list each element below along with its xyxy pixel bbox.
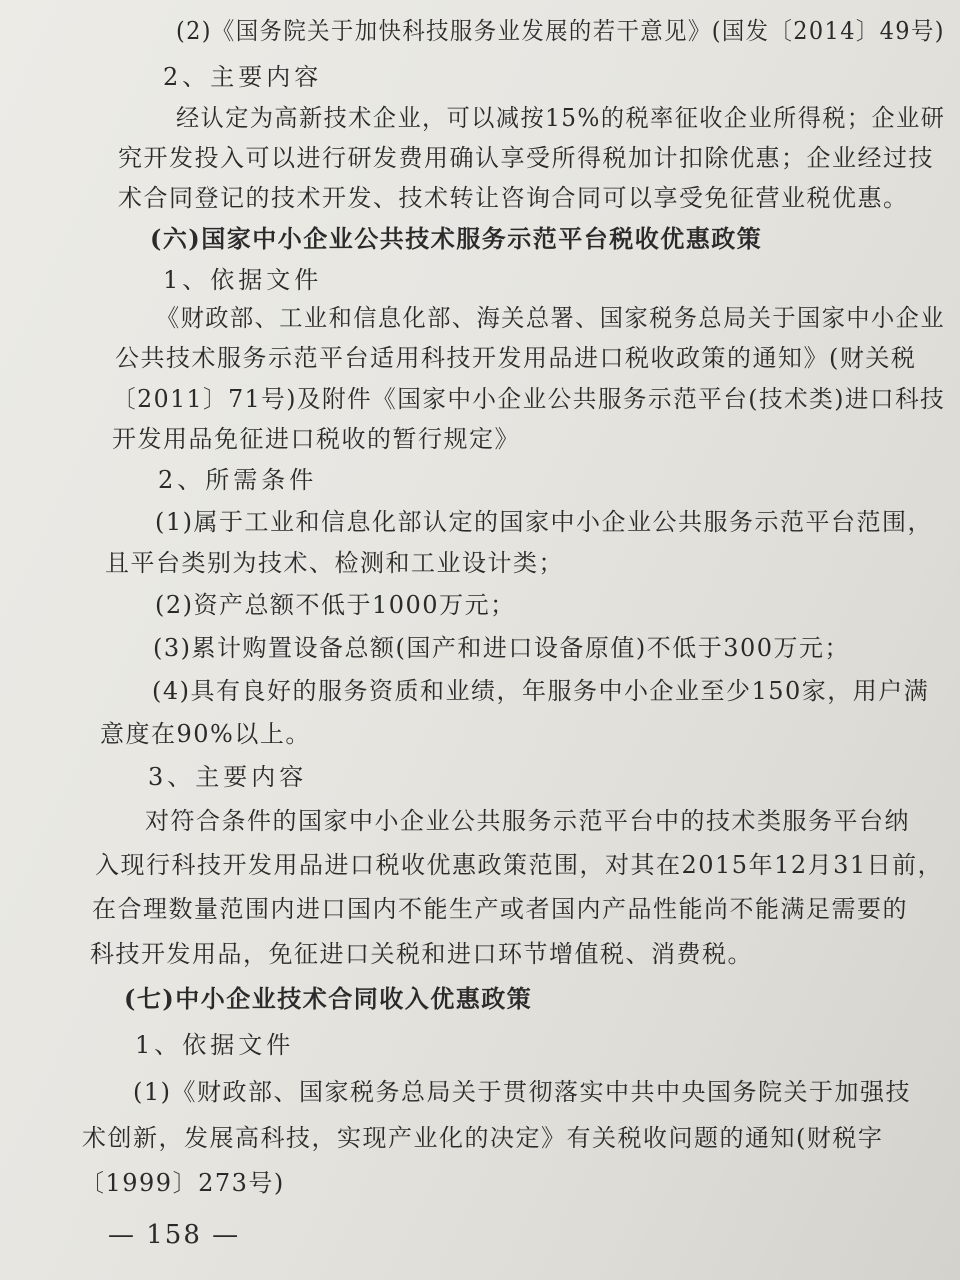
text-line-28: 〔1999〕273号) (80, 1169, 285, 1197)
text-line-5: 术合同登记的技术开发、技术转让咨询合同可以享受免征营业税优惠。 (118, 184, 909, 212)
text-line-16: (3)累计购置设备总额(国产和进口设备原值)不低于300万元； (153, 634, 851, 662)
subheading-basis-documents-7: 1、依据文件 (135, 1031, 295, 1059)
text-line-17: (4)具有良好的服务资质和业绩，年服务中小企业至少150家，用户满 (152, 677, 930, 705)
text-line-27: 术创新，发展高科技，实现产业化的决定》有关税收问题的通知(财税字 (82, 1124, 884, 1152)
subheading-basis-documents: 1、依据文件 (163, 266, 323, 294)
text-line-4: 究开发投入可以进行研发费用确认享受所得税加计扣除优惠；企业经过技 (118, 144, 934, 172)
text-line-23: 科技开发用品，免征进口关税和进口环节增值税、消费税。 (90, 940, 753, 968)
section-heading-main-content: 2、主要内容 (163, 63, 323, 91)
section-heading-six: (六)国家中小企业公共技术服务示范平台税收优惠政策 (150, 224, 763, 253)
page-number: — 158 — (108, 1220, 241, 1250)
text-line-14: 且平台类别为技术、检测和工业设计类； (105, 549, 564, 577)
text-line-22: 在合理数量范围内进口国内不能生产或者国内产品性能尚不能满足需要的 (92, 895, 908, 923)
subheading-required-conditions: 2、所需条件 (158, 466, 318, 494)
text-line-9: 公共技术服务示范平台适用科技开发用品进口税收政策的通知》(财关税 (115, 344, 917, 372)
text-line-15: (2)资产总额不低于1000万元； (155, 591, 516, 619)
text-line-11: 开发用品免征进口税收的暂行规定》 (112, 425, 520, 453)
text-line-13: (1)属于工业和信息化部认定的国家中小企业公共服务示范平台范围， (155, 508, 933, 536)
text-line-18: 意度在90%以上。 (100, 720, 311, 748)
section-heading-seven: (七)中小企业技术合同收入优惠政策 (124, 984, 533, 1013)
text-line-20: 对符合条件的国家中小企业公共服务示范平台中的技术类服务平台纳 (145, 807, 910, 835)
text-line-8: 《财政部、工业和信息化部、海关总署、国家税务总局关于国家中小企业 (156, 304, 945, 332)
text-line-10: 〔2011〕71号)及附件《国家中小企业公共服务示范平台(技术类)进口科技 (112, 385, 946, 413)
text-line-26: (1)《财政部、国家税务总局关于贯彻落实中共中央国务院关于加强技 (133, 1078, 911, 1106)
text-line-1: (2)《国务院关于加快科技服务业发展的若干意见》(国发〔2014〕49号) (176, 17, 945, 45)
subheading-main-content-3: 3、主要内容 (148, 763, 308, 791)
text-line-3: 经认定为高新技术企业，可以减按15%的税率征收企业所得税；企业研 (176, 104, 946, 132)
text-line-21: 入现行科技开发用品进口税收优惠政策范围，对其在2015年12月31日前， (95, 851, 944, 879)
